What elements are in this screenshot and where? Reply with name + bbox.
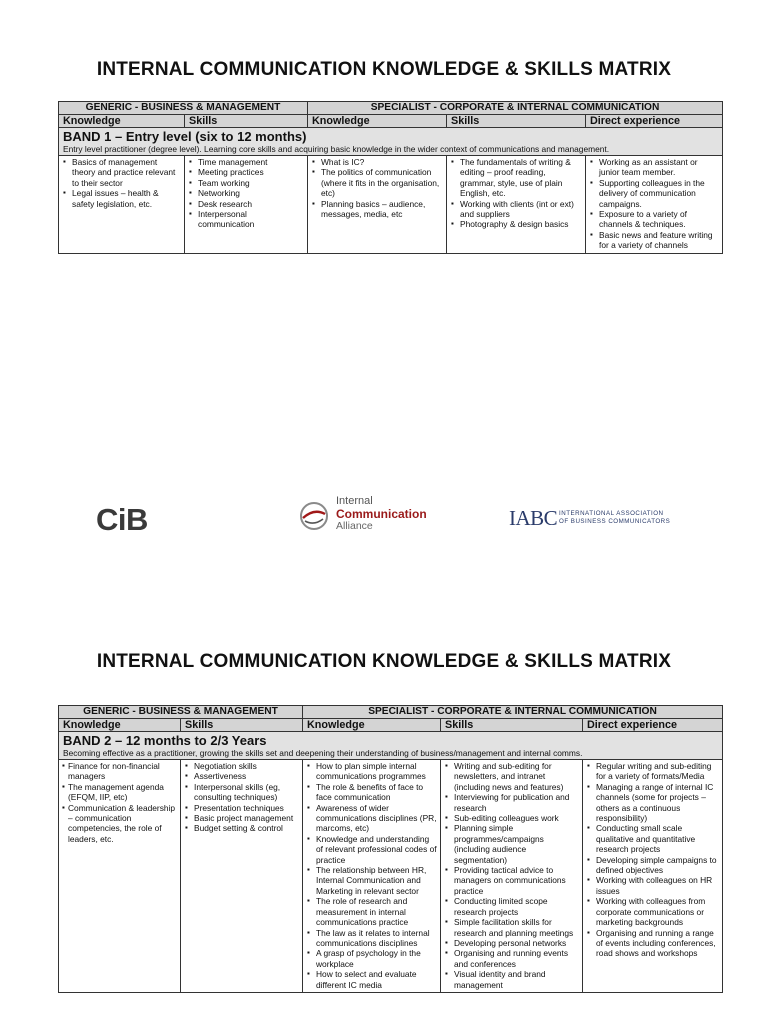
band-description: Becoming effective as a practitioner, growing the skills set and deepening their understanding of business/management and internal comms. (63, 748, 583, 758)
direct-experience-cell (583, 760, 723, 993)
skills-matrix-band-1 (58, 101, 723, 254)
column-header-specialist-knowledge: Knowledge (303, 719, 441, 732)
generic-knowledge-cell (59, 156, 185, 254)
list-item: ▪ Working with colleagues from corporate communications or marketing backgrounds (586, 896, 720, 927)
list-item: ▪ Presentation techniques (184, 803, 300, 813)
cib-logo (96, 503, 168, 537)
list-item: ▪ The role of research and measurement in internal communications practice (306, 896, 438, 927)
list-item: ▪ Managing a range of internal IC channels (some for projects – others as a continuous responsibility) (586, 782, 720, 824)
list-item: ▪ How to plan simple internal communications programmes (306, 761, 438, 782)
group-specialist-header: SPECIALIST - CORPORATE & INTERNAL COMMUNICATION (303, 706, 723, 719)
band-header-row (59, 128, 723, 156)
band-title: BAND 1 – Entry level (six to 12 months) (63, 129, 307, 144)
list-item: ▪ Basic project management (184, 813, 300, 823)
list-item: ▪ Sub-editing colleagues work (444, 813, 580, 823)
list-item: ▪ The fundamentals of writing & editing – proof reading, grammar, style, use of plain English, etc. (450, 157, 583, 199)
list-item: ▪ Finance for non-financial managers (62, 761, 178, 782)
list-item: ▪ Simple facilitation skills for research and planning meetings (444, 917, 580, 938)
list-item: ▪ Working as an assistant or junior team member. (589, 157, 720, 178)
alliance-emblem-icon (298, 500, 330, 532)
column-header-specialist-skills: Skills (441, 719, 583, 732)
list-item: ▪ Interpersonal communication (188, 209, 305, 230)
list-item: ▪ Time management (188, 157, 305, 167)
list-item: ▪ Basic news and feature writing for a variety of channels (589, 230, 720, 251)
group-specialist-header: SPECIALIST - CORPORATE & INTERNAL COMMUNICATION (308, 102, 723, 115)
iabc-logo-text: IABC (509, 506, 558, 530)
specialist-knowledge-list (306, 761, 438, 990)
specialist-knowledge-list (311, 157, 444, 219)
column-header-generic-knowledge: Knowledge (59, 719, 181, 732)
column-header-direct-experience: Direct experience (583, 719, 723, 732)
column-header-generic-knowledge: Knowledge (59, 115, 185, 128)
list-item: ▪ A grasp of psychology in the workplace (306, 948, 438, 969)
list-item: ▪ Organising and running events and conferences (444, 948, 580, 969)
skills-matrix-band-2 (58, 705, 723, 993)
list-item: ▪ What is IC? (311, 157, 444, 167)
alliance-logo-line-1: Internal (336, 495, 373, 507)
list-item: ▪ Meeting practices (188, 167, 305, 177)
specialist-knowledge-cell (308, 156, 447, 254)
list-item: ▪ The relationship between HR, Internal Communication and Marketing in relevant sector (306, 865, 438, 896)
column-header-direct-experience: Direct experience (586, 115, 723, 128)
list-item: ▪ Budget setting & control (184, 823, 300, 833)
specialist-skills-cell (441, 760, 583, 993)
column-header-row (59, 115, 723, 128)
iabc-logo-line-2: OF BUSINESS COMMUNICATORS (559, 518, 671, 525)
list-item: ▪ Negotiation skills (184, 761, 300, 771)
generic-knowledge-list (62, 761, 178, 844)
list-item: ▪ How to select and evaluate different IC media (306, 969, 438, 990)
column-header-specialist-knowledge: Knowledge (308, 115, 447, 128)
list-item: ▪ Regular writing and sub-editing for a variety of formats/Media (586, 761, 720, 782)
list-item: ▪ Desk research (188, 199, 305, 209)
list-item: ▪ Conducting small scale qualitative and quantitative research projects (586, 823, 720, 854)
generic-knowledge-list (62, 157, 182, 209)
specialist-skills-list (444, 761, 580, 990)
band-header (59, 128, 723, 156)
list-item: ▪ Planning simple programmes/campaigns (including audience segmentation) (444, 823, 580, 865)
list-item: ▪ Working with clients (int or ext) and suppliers (450, 199, 583, 220)
column-header-row (59, 719, 723, 732)
list-item: ▪ Developing personal networks (444, 938, 580, 948)
list-item: ▪ Interpersonal skills (eg, consulting techniques) (184, 782, 300, 803)
band-header-row (59, 732, 723, 760)
group-generic-header: GENERIC - BUSINESS & MANAGEMENT (59, 706, 303, 719)
list-item: ▪ Knowledge and understanding of relevant professional codes of practice (306, 834, 438, 865)
alliance-logo-line-2: Communication (336, 507, 427, 521)
list-item: ▪ Conducting limited scope research projects (444, 896, 580, 917)
direct-experience-list (589, 157, 720, 251)
column-header-generic-skills: Skills (181, 719, 303, 732)
list-item: ▪ Supporting colleagues in the delivery of communication campaigns. (589, 178, 720, 209)
page-title: INTERNAL COMMUNICATION KNOWLEDGE & SKILLS MATRIX (96, 59, 672, 80)
list-item: ▪ Networking (188, 188, 305, 198)
list-item: ▪ Visual identity and brand management (444, 969, 580, 990)
direct-experience-cell (586, 156, 723, 254)
band-description: Entry level practitioner (degree level). Learning core skills and acquiring basic knowledge in the wider context of communications and management. (63, 144, 610, 154)
list-item: ▪ Assertiveness (184, 771, 300, 781)
column-header-generic-skills: Skills (185, 115, 308, 128)
list-item: ▪ Legal issues – health & safety legislation, etc. (62, 188, 182, 209)
band-content-row (59, 156, 723, 254)
direct-experience-list (586, 761, 720, 959)
list-item: ▪ Planning basics – audience, messages, media, etc (311, 199, 444, 220)
generic-skills-cell (185, 156, 308, 254)
list-item: ▪ The politics of communication (where it fits in the organisation, etc) (311, 167, 444, 198)
iabc-logo-line-1: INTERNATIONAL ASSOCIATION (559, 510, 664, 517)
list-item: ▪ Organising and running a range of events including conferences, road shows and workshops (586, 928, 720, 959)
list-item: ▪ Exposure to a variety of channels & techniques. (589, 209, 720, 230)
list-item: ▪ Working with colleagues on HR issues (586, 875, 720, 896)
list-item: ▪ The role & benefits of face to face communication (306, 782, 438, 803)
generic-skills-cell (181, 760, 303, 993)
list-item: ▪ Writing and sub-editing for newsletters, and intranet (including news and features) (444, 761, 580, 792)
list-item: ▪ Communication & leadership – communication competencies, the role of leaders, etc. (62, 803, 178, 845)
page-title: INTERNAL COMMUNICATION KNOWLEDGE & SKILLS MATRIX (96, 651, 672, 672)
list-item: ▪ Photography & design basics (450, 219, 583, 229)
list-item: ▪ Basics of management theory and practice relevant to their sector (62, 157, 182, 188)
list-item: ▪ Developing simple campaigns to defined objectives (586, 855, 720, 876)
specialist-knowledge-cell (303, 760, 441, 993)
group-generic-header: GENERIC - BUSINESS & MANAGEMENT (59, 102, 308, 115)
band-title: BAND 2 – 12 months to 2/3 Years (63, 733, 267, 748)
cib-logo-text: CiB (96, 502, 148, 537)
iabc-logo (509, 506, 669, 530)
list-item: ▪ Awareness of wider communications disciplines (PR, marcoms, etc) (306, 803, 438, 834)
internal-communication-alliance-logo (298, 494, 428, 534)
column-header-specialist-skills: Skills (447, 115, 586, 128)
generic-skills-list (188, 157, 305, 230)
list-item: ▪ The management agenda (EFQM, IIP, etc) (62, 782, 178, 803)
generic-skills-list (184, 761, 300, 834)
group-header-row (59, 102, 723, 115)
generic-knowledge-cell (59, 760, 181, 993)
list-item: ▪ Providing tactical advice to managers on communications practice (444, 865, 580, 896)
band-content-row (59, 760, 723, 993)
alliance-logo-line-3: Alliance (336, 520, 373, 532)
list-item: ▪ Team working (188, 178, 305, 188)
group-header-row (59, 706, 723, 719)
list-item: ▪ Interviewing for publication and research (444, 792, 580, 813)
list-item: ▪ The law as it relates to internal communications disciplines (306, 928, 438, 949)
specialist-skills-cell (447, 156, 586, 254)
specialist-skills-list (450, 157, 583, 230)
band-header (59, 732, 723, 760)
